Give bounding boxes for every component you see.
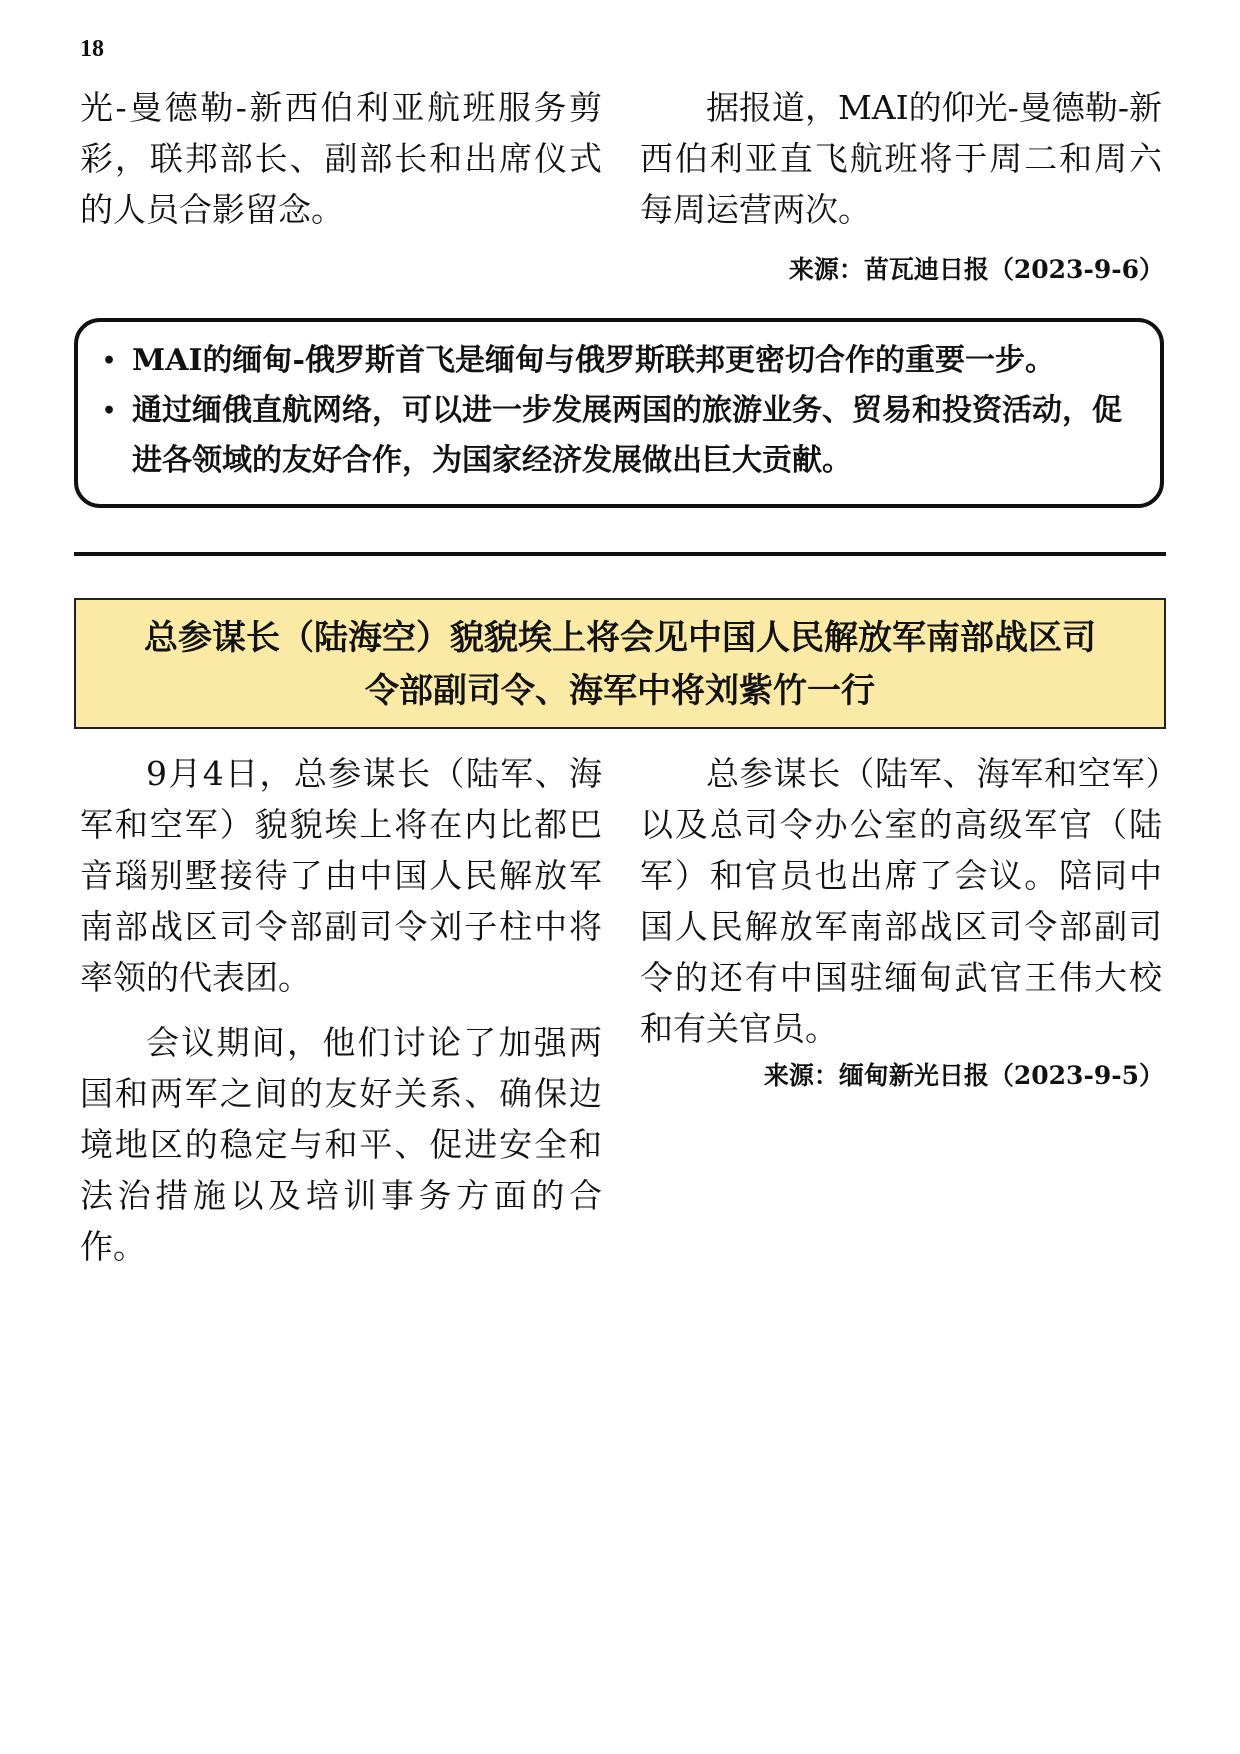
article2-source: 来源：缅甸新光日报（2023-9-5） <box>763 1061 1164 1090</box>
article2-left-column <box>80 748 602 1286</box>
page-number: 18 <box>80 36 104 62</box>
article2-right-column <box>640 748 1162 1068</box>
summary-item-text: MAI的缅甸-俄罗斯首飞是缅甸与俄罗斯联邦更密切合作的重要一步。 <box>132 343 1055 378</box>
bullet-icon: • <box>102 348 117 374</box>
article2-headline-line1: 总参谋长（陆海空）貌貌埃上将会见中国人民解放军南部战区司 <box>144 618 1096 658</box>
article2-left-paragraph: 9月4日，总参谋长（陆军、海军和空军）貌貌埃上将在内比都巴音瑙别墅接待了由中国人民解放军南部战区司令部副司令刘子柱中将率领的代表团。 <box>80 754 602 997</box>
section-divider <box>74 552 1166 556</box>
article1-left-paragraph: 光-曼德勒-新西伯利亚航班服务剪彩，联邦部长、副部长和出席仪式的人员合影留念。 <box>80 88 602 229</box>
summary-item <box>96 336 1144 386</box>
article1-right-paragraph: 据报道，MAI的仰光-曼德勒-新西伯利亚直飞航班将于周二和周六每周运营两次。 <box>640 88 1162 229</box>
article2-left-paragraph: 会议期间，他们讨论了加强两国和两军之间的友好关系、确保边境地区的稳定与和平、促进安全和法治措施以及培训事务方面的合作。 <box>80 1023 602 1266</box>
article2-right-paragraph: 总参谋长（陆军、海军和空军）以及总司令办公室的高级军官（陆军）和官员也出席了会议。陪同中国人民解放军南部战区司令部副司令的还有中国驻缅甸武官王伟大校和有关官员。 <box>640 754 1162 1048</box>
article1-left-column <box>80 82 602 249</box>
summary-item-text: 通过缅俄直航网络，可以进一步发展两国的旅游业务、贸易和投资活动，促进各领域的友好合作，为国家经济发展做出巨大贡献。 <box>132 393 1122 478</box>
article1-source: 来源：苗瓦迪日报（2023-9-6） <box>788 255 1164 284</box>
summary-callout-box <box>74 318 1164 508</box>
article1-right-column <box>640 82 1162 249</box>
summary-list <box>96 336 1144 486</box>
article2-headline-line2: 令部副司令、海军中将刘紫竹一行 <box>365 671 875 711</box>
article2-headline-box <box>74 598 1166 729</box>
bullet-icon: • <box>102 398 117 424</box>
summary-item <box>96 386 1144 486</box>
